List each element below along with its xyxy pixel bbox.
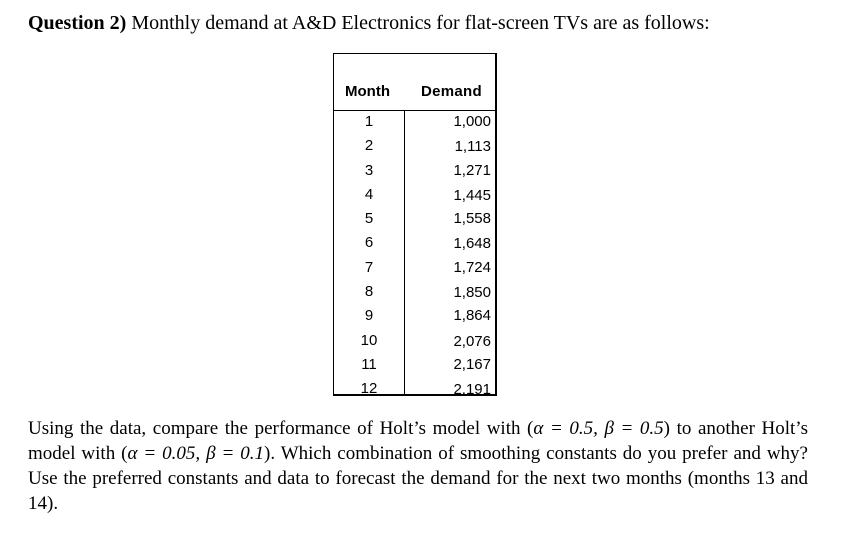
question-label: Question 2) xyxy=(28,12,127,34)
month-cell: 11 xyxy=(361,355,377,373)
table-row xyxy=(334,232,495,256)
month-cell: 1 xyxy=(364,113,374,130)
month-cell: 6 xyxy=(364,234,374,252)
table-row xyxy=(334,135,495,159)
table-row xyxy=(334,330,495,354)
table-row xyxy=(334,208,495,232)
month-cell: 12 xyxy=(360,380,378,398)
demand-cell: 1,558 xyxy=(453,210,491,228)
month-cell: 5 xyxy=(364,210,374,228)
demand-cell: 1,850 xyxy=(453,284,491,302)
month-cell: 9 xyxy=(364,307,374,325)
month-cell: 4 xyxy=(364,185,374,203)
month-cell: 3 xyxy=(364,161,374,179)
paragraph-part-1: Using the data, compare the performance of Holt’s model with ( xyxy=(28,418,534,439)
header-month: Month xyxy=(345,83,390,100)
table-row xyxy=(334,160,495,184)
table-row xyxy=(334,378,495,402)
demand-cell: 1,724 xyxy=(453,258,491,276)
table-row xyxy=(334,184,495,208)
demand-cell: 1,648 xyxy=(453,235,491,253)
month-cell: 8 xyxy=(364,283,374,301)
table-row xyxy=(334,354,495,378)
month-cell: 10 xyxy=(360,331,378,349)
question-paragraph xyxy=(28,416,808,516)
table-body xyxy=(334,111,495,403)
question-heading xyxy=(28,12,710,35)
model-2-constants: α = 0.05, β = 0.1 xyxy=(127,443,265,464)
demand-cell: 1,113 xyxy=(454,138,491,156)
table-row xyxy=(334,281,495,305)
question-text: Monthly demand at A&D Electronics for flat-screen TVs are as follows: xyxy=(126,12,710,34)
paragraph-part-3: ). Which combination of smoothing constants do you prefer and why? Use the preferred constants and data to forecast the demand for the next two months (months 13 and 14). xyxy=(28,443,808,514)
paragraph-part-2: ) to another Holt’s model with ( xyxy=(28,418,808,464)
demand-cell: 1,271 xyxy=(453,161,491,179)
demand-cell: 1,445 xyxy=(453,186,491,204)
month-cell: 7 xyxy=(364,258,374,276)
month-cell: 2 xyxy=(364,137,374,155)
model-1-constants: α = 0.5, β = 0.5 xyxy=(533,418,664,439)
table-header-row xyxy=(334,54,495,111)
table-row xyxy=(334,305,495,329)
header-demand: Demand xyxy=(421,83,482,100)
demand-cell: 2,076 xyxy=(453,332,491,350)
demand-cell: 1,864 xyxy=(453,307,491,325)
table-row xyxy=(334,257,495,281)
demand-table xyxy=(333,53,497,399)
demand-cell: 2,167 xyxy=(453,355,491,373)
table-row xyxy=(334,111,495,135)
demand-cell: 1,000 xyxy=(453,113,491,130)
demand-cell: 2,191 xyxy=(453,381,491,399)
